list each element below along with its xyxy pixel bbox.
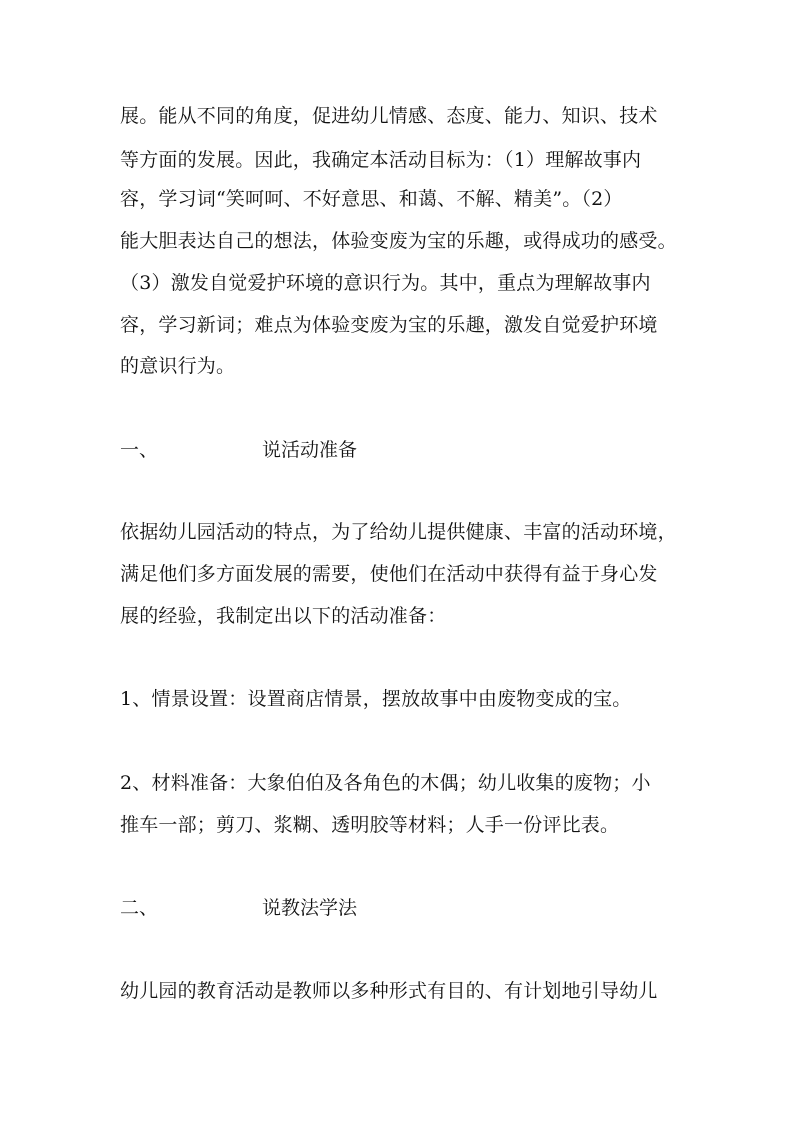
- paragraph-line: （3）激发自觉爱护环境的意识行为。其中，重点为理解故事内: [120, 272, 651, 294]
- paragraph-line: 幼儿园的教育活动是教师以多种形式有目的、有计划地引导幼儿: [120, 980, 658, 1002]
- list-item: 1、情景设置：设置商店情景，摆放故事中由废物变成的宝。: [120, 688, 632, 710]
- paragraph-line: 依据幼儿园活动的特点，为了给幼儿提供健康、丰富的活动环境，: [120, 521, 677, 543]
- list-item-line: 2、材料准备：大象伯伯及各角色的木偶；幼儿收集的废物；小: [120, 772, 651, 794]
- paragraph-line: 等方面的发展。因此，我确定本活动目标为：（1）理解故事内: [120, 149, 642, 171]
- section-number: 二、: [120, 897, 159, 919]
- paragraph-line: 的意识行为。: [120, 355, 236, 377]
- paragraph-line: 能大胆表达自己的想法，体验变废为宝的乐趣，或得成功的感受。: [120, 230, 677, 252]
- section-title: 说活动准备: [262, 439, 358, 461]
- list-item-line: 推车一部；剪刀、浆糊、透明胶等材料；人手一份评比表。: [120, 814, 620, 836]
- paragraph-line: 展的经验，我制定出以下的活动准备：: [120, 605, 447, 627]
- paragraph-line: 满足他们多方面发展的需要，使他们在活动中获得有益于身心发: [120, 563, 658, 585]
- section-title: 说教法学法: [262, 897, 358, 919]
- paragraph-line: 展。能从不同的角度，促进幼儿情感、态度、能力、知识、技术: [120, 105, 658, 127]
- paragraph-line: 容，学习词“笑呵呵、不好意思、和蔼、不解、精美”。（2）: [120, 188, 623, 210]
- paragraph-line: 容，学习新词；难点为体验变废为宝的乐趣，激发自觉爱护环境: [120, 314, 658, 336]
- section-number: 一、: [120, 439, 159, 461]
